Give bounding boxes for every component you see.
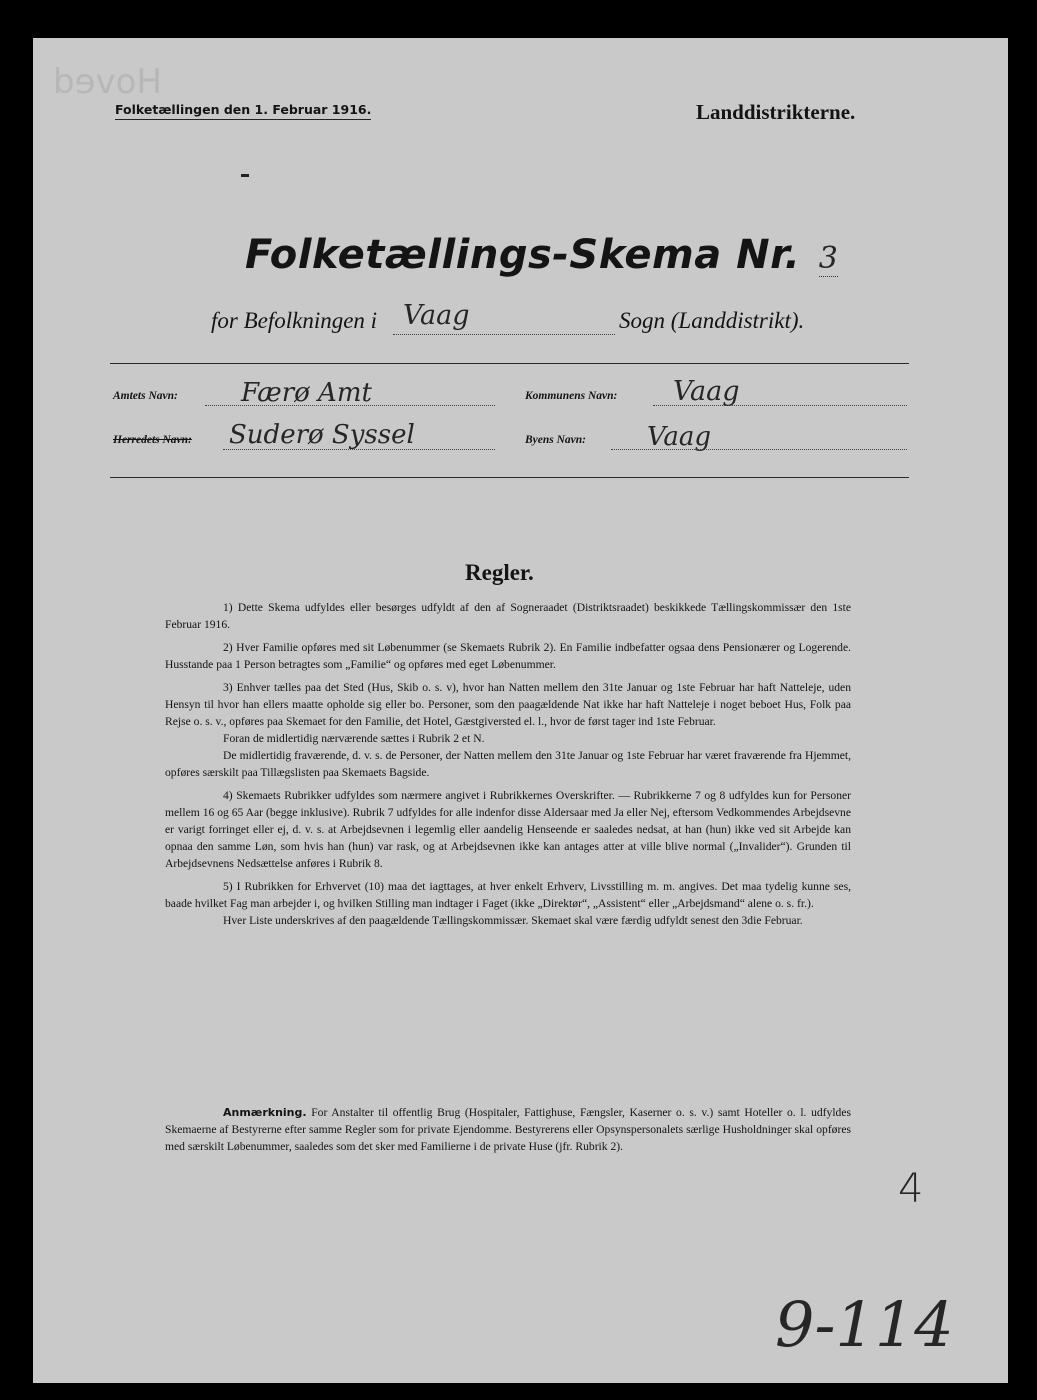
rule-3-mark: Foran de midlertidig nærværende sættes i Rubrik 2 et N. [223, 732, 485, 745]
rule-3-absent: De midlertidig fraværende, d. v. s. de Personer, der Natten mellem den 31te Januar og 1ste Februar har været fraværende fra Hjemmet, opføres særskilt paa Tillægslisten paa Skemaets Bagside. [165, 749, 851, 779]
district-header: Landdistrikterne. [696, 100, 856, 124]
rule-2: 2) Hver Familie opføres med sit Løbenummer (se Skemaets Rubrik 2). En Familie indbefatter ogsaa dens Pensionærer og Logerende. Husstande paa 1 Person betragtes som „Familie“ og opføres med eget Løbenummer. [165, 641, 851, 671]
rule-top [110, 363, 909, 364]
herred-value: Suderø Syssel [229, 420, 415, 450]
page-number: 4 [898, 1166, 924, 1212]
note-text: For Anstalter til offentlig Brug (Hospitaler, Fattighuse, Fængsler, Kaserner o. s. v.) samt Hoteller o. l. udfyldes Skemaerne af Bestyrerne efter samme Regler som for private Ejendomme. Bestyrerens eller Opsynspersonalets særlige Husholdninger skal opføres med særskilt Løbenummer, saaledes som det sker med Familierne i de private Huse (jfr. Rubrik 2). [165, 1106, 851, 1153]
amt-label: Amtets Navn: [113, 390, 178, 402]
kommune-value: Vaag [673, 376, 740, 407]
note-label: Anmærkning. [223, 1106, 307, 1119]
rule-5: 5) I Rubrikken for Erhvervet (10) maa det iagttages, at hver enkelt Erhverv, Livsstilling m. m. angives. Det maa tydelig kunne ses, baade hvilket Fag man arbejder i, og hvilken Stilling man indtager i Faget (ikke „Direktør“, „Assistent“ eller „Arbejdsmand“ alene o. s. fr.). [165, 880, 851, 910]
rules-heading: Regler. [465, 560, 534, 585]
rule-bottom [110, 477, 909, 478]
form-number: 3 [818, 241, 839, 276]
form-title-text: Folketællings-Skema Nr. [245, 232, 801, 278]
amt-line [205, 405, 495, 406]
rule-3: 3) Enhver tælles paa det Sted (Hus, Skib o. s. v), hvor han Natten mellem den 31te Januar og 1ste Februar har haft Natteleje, uden Hensyn til hvor han ellers maatte opholde sig eller bo. Personer, som den paagældende Nat ikke har haft Natteleje i noget beboet Hus, Folk paa Rejse o. s. v., opføres paa Skemaet for den Familie, det Hotel, Gæstgiversted el. l., hvor de først tager ind 1ste Februar. [165, 681, 851, 728]
amt-value: Færø Amt [241, 378, 372, 408]
kommune-label: Kommunens Navn: [525, 390, 618, 402]
rule-4: 4) Skemaets Rubrikker udfyldes som nærmere angivet i Rubrikkernes Overskrifter. — Rubrikkerne 7 og 8 udfyldes kun for Personer mellem 16 og 65 Aar (begge inklusive). Rubrik 7 udfyldes for alle indenfor disse Aldersaar med Ja eller Nej, eftersom Vedkommendes Arbejdsevne er varigt forringet eller ej, d. v. s. at Arbejdsevnen i legemlig eller aandelig Henseende er saaledes nedsat, at han (hun) ikke ved sit Arbejde kan opnaa den samme Løn, som hvis han (hun) var rask, og at Arbejdsevnen ikke kan antages atter at ville blive normal („Invalider“). Grunden til Arbejdsevnens Nedsættelse anføres i Rubrik 8. [165, 789, 851, 870]
note-block [165, 1104, 851, 1155]
parish-dotted-line [393, 334, 615, 335]
census-form-page [33, 38, 1008, 1383]
herred-label [113, 434, 192, 446]
herred-label-text: Herredets Navn: [113, 434, 192, 446]
by-line [611, 449, 907, 450]
stray-mark [241, 174, 249, 177]
parish-value: Vaag [403, 300, 470, 331]
subtitle-right: Sogn (Landdistrikt). [619, 308, 805, 333]
rules-body [165, 599, 851, 929]
stamp-text: Hoved [53, 62, 162, 102]
kommune-line [653, 405, 907, 406]
rule-1: 1) Dette Skema udfyldes eller besørges udfyldt af den af Sogneraadet (Distriktsraadet) beskikkede Tællingskommissær den 1ste Februar 1916. [165, 601, 851, 631]
archive-number: 9-114 [775, 1288, 954, 1361]
by-label: Byens Navn: [525, 434, 587, 446]
form-title [245, 232, 838, 278]
subtitle-left: for Befolkningen i [211, 308, 378, 333]
census-date-header: Folketællingen den 1. Februar 1916. [115, 102, 371, 120]
herred-line [223, 449, 495, 450]
by-value: Vaag [647, 422, 712, 452]
rule-5-signature: Hver Liste underskrives af den paagældende Tællingskommissær. Skemaet skal være færdig udfyldt senest den 3die Februar. [223, 914, 803, 927]
bleed-through-stamp [53, 62, 162, 102]
